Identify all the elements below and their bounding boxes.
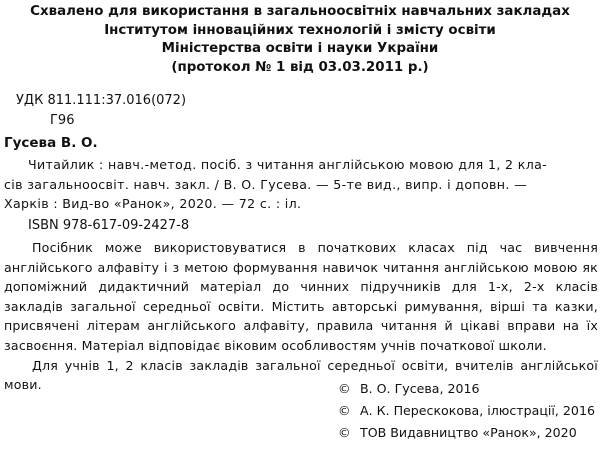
bibliographic-description: [4, 155, 598, 214]
copyright-line: [338, 400, 595, 422]
udk-code: УДК 811.111:37.016(072): [16, 93, 187, 108]
copyright-block: [338, 378, 595, 444]
copyright-text: ТОВ Видавництво «Ранок», 2020: [360, 425, 577, 440]
copyright-symbol: ©: [338, 403, 351, 418]
annotation-paragraph: Посібник може використовуватися в початкових класах під час вивчення англійського алфавіту і з метою формування навичок читання англійською мовою як допоміжний дидактичний матеріал до чинних підручників для 1-х, 2-х класів закладів загальної середньої освіти. Містить авторські римування, вірші та казки, присвячені літерам англійського алфавіту, правила читання й цікаві вправи на їх засвоєння. Матеріал відповідає віковим особливостям учнів початкової школи.: [4, 240, 598, 353]
description-line: Харків : Вид-во «Ранок», 2020. — 72 с. : іл.: [4, 196, 302, 211]
copyright-text: А. К. Перескокова, ілюстрації, 2016: [360, 403, 595, 418]
isbn: ISBN 978-617-09-2427-8: [28, 218, 190, 233]
author-name: Гусева В. О.: [4, 135, 98, 151]
copyright-line: [338, 422, 595, 444]
author-mark: Г96: [50, 113, 75, 128]
approval-line: Інститутом інноваційних технологій і змісту освіти: [104, 22, 496, 38]
copyright-line: [338, 378, 595, 400]
copyright-symbol: ©: [338, 381, 351, 396]
copyright-symbol: ©: [338, 425, 351, 440]
description-line: Читайлик : навч.-метод. посіб. з читання англійською мовою для 1, 2 кла-: [28, 157, 548, 172]
approval-line: Міністерства освіти і науки України: [161, 41, 439, 56]
copyright-text: В. О. Гусева, 2016: [360, 381, 480, 396]
approval-line: Схвалено для використання в загальноосвітніх навчальних закладах: [30, 4, 570, 19]
description-line: сів загальноосвіт. навч. закл. / В. О. Гусева. — 5-те вид., випр. і доповн. —: [4, 176, 528, 192]
approval-line: (протокол № 1 від 03.03.2011 р.): [171, 59, 429, 75]
annotation: [4, 238, 598, 395]
approval-notice: [0, 3, 600, 77]
annotation-paragraph: Для учнів 1, 2 класів закладів загальної середньої освіти, вчителів англійської мови.: [4, 357, 598, 393]
